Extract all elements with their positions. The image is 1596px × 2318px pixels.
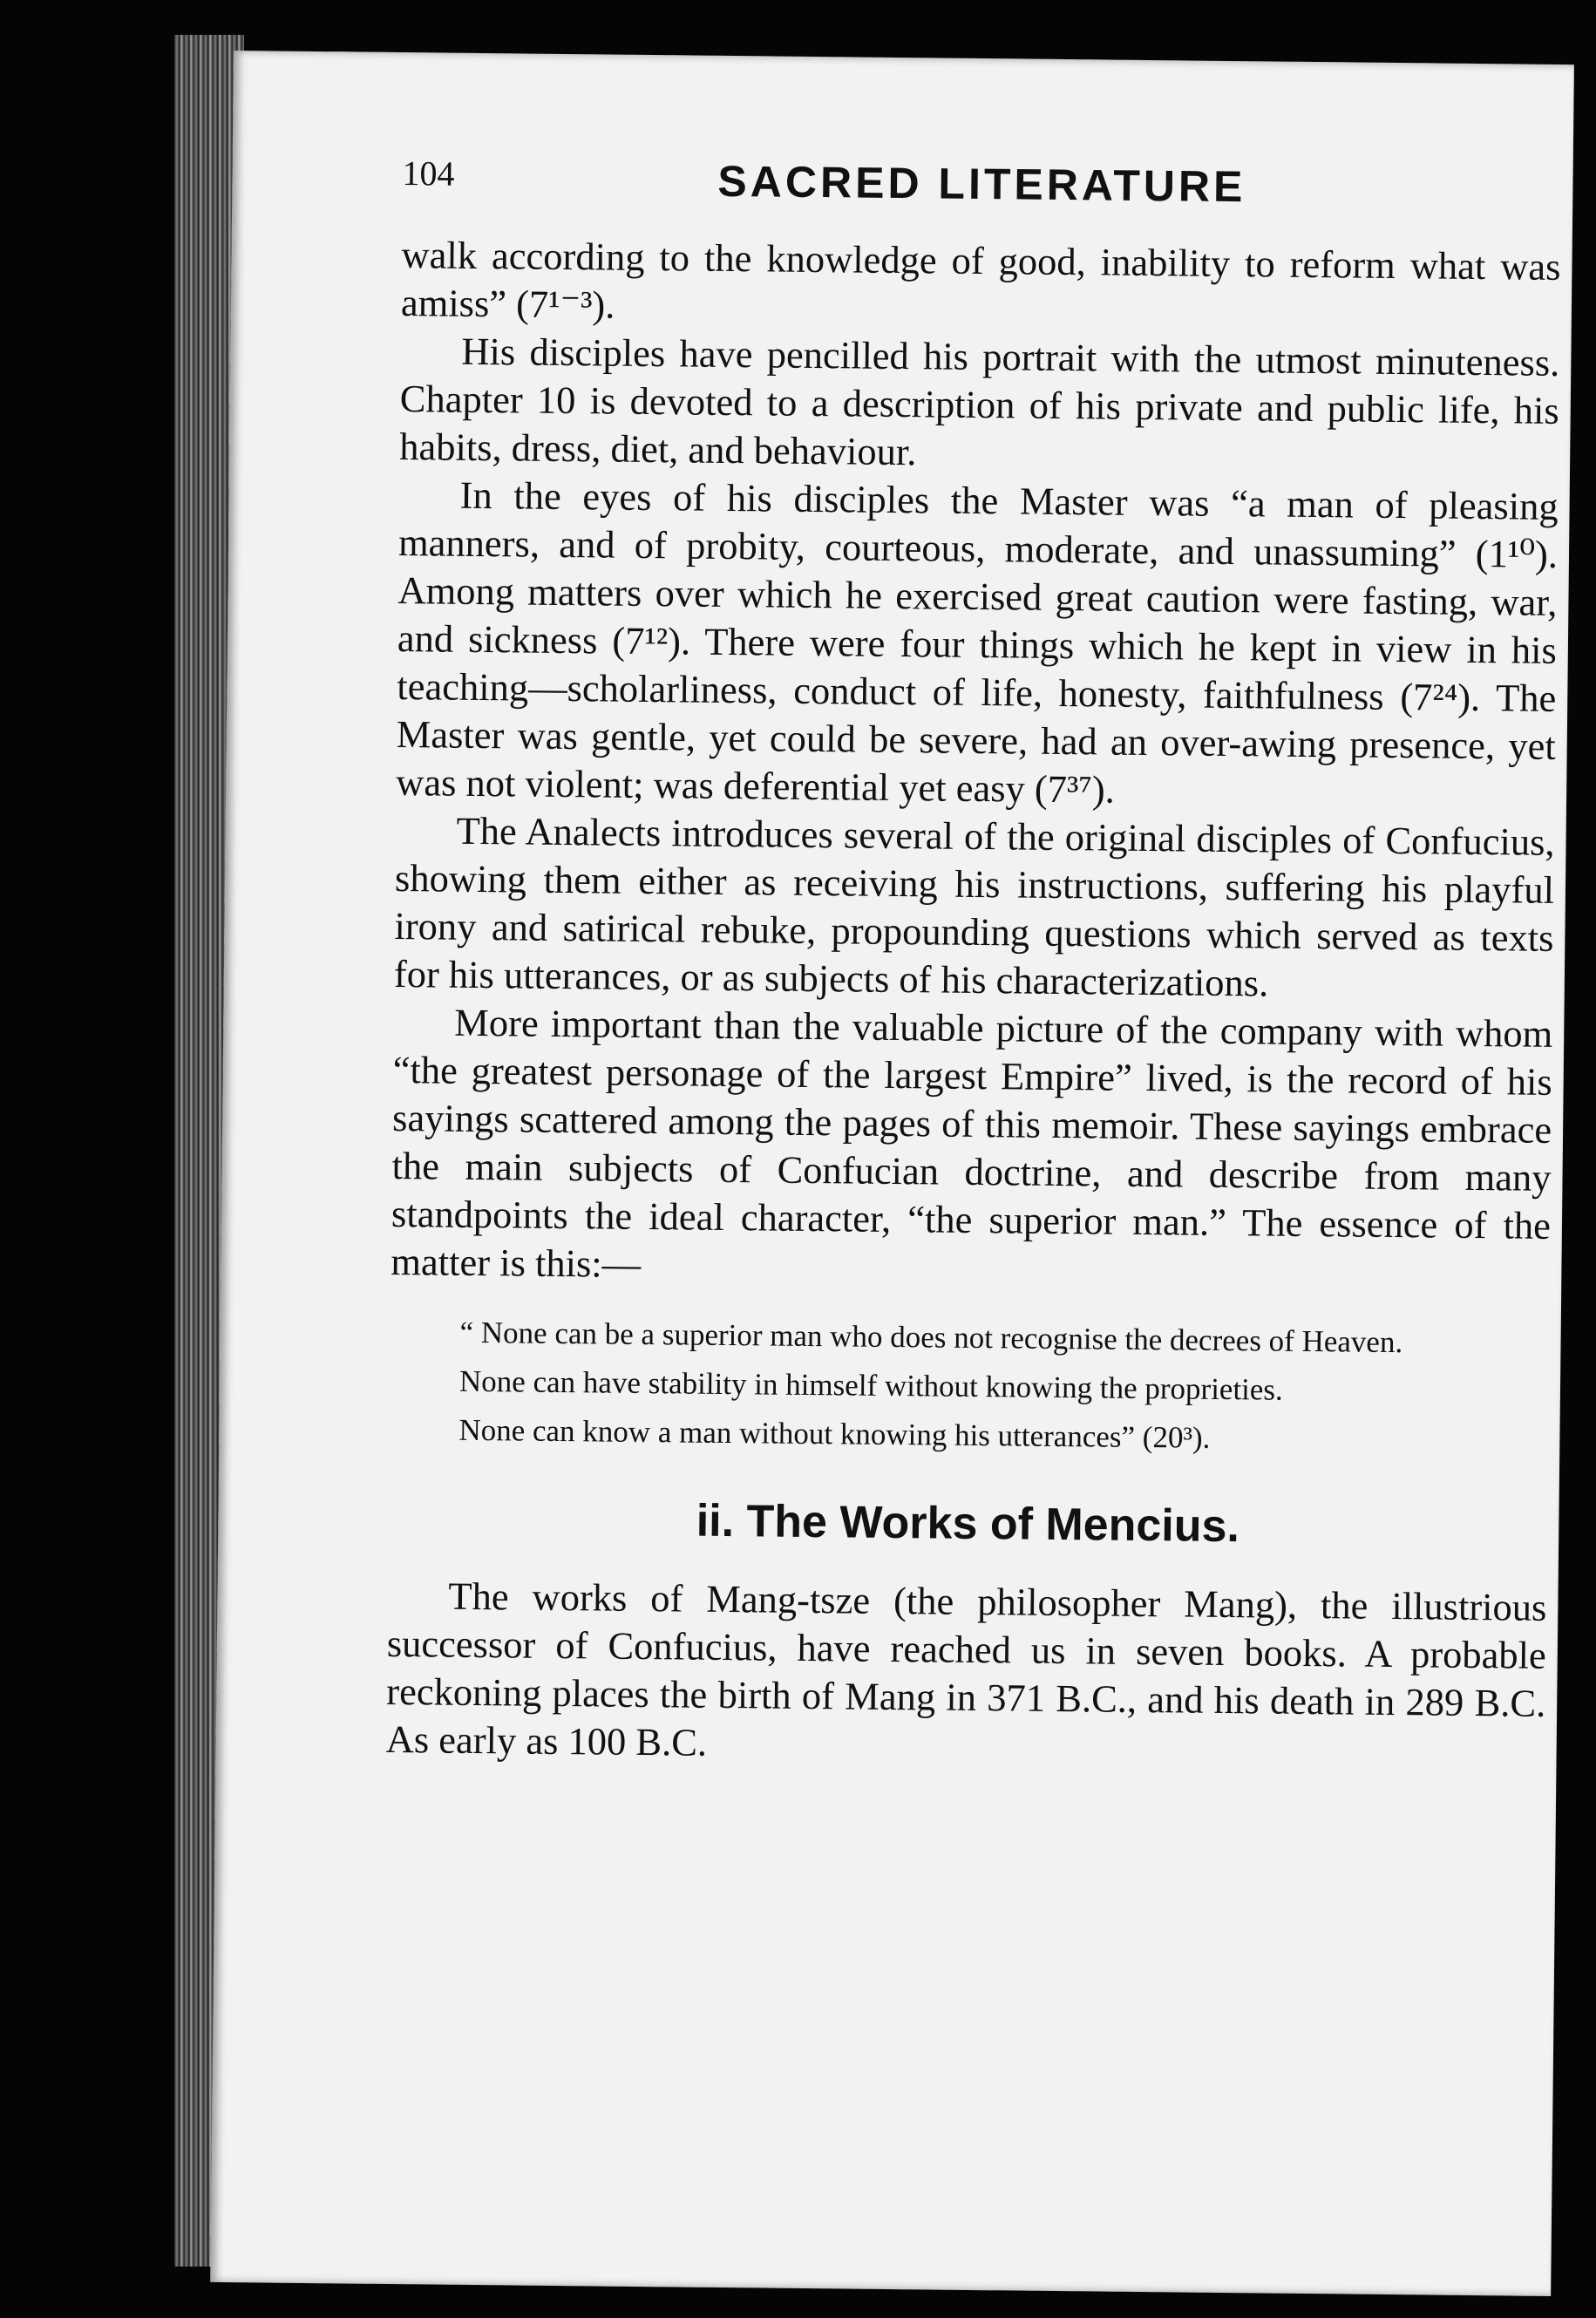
- paragraph-continuation: walk according to the knowledge of good, inability to reform what was amiss” (7¹⁻³).: [400, 233, 1561, 327]
- section-heading: ii. The Works of Mencius.: [696, 1495, 1240, 1553]
- paragraph-portrait: His disciples have pencilled his portrait with the utmost minuteness. Chapter 10 is devoted to a description of his private and public life, his habits, dress, diet, and behaviour.: [398, 329, 1560, 474]
- page-number: 104: [402, 153, 455, 194]
- page-content: [385, 153, 1561, 1776]
- page-sheet: [210, 51, 1574, 2296]
- page-header: [402, 153, 1562, 243]
- quote-line: “ None can be a superior man who does not recognise the decrees of Heaven.: [459, 1315, 1403, 1360]
- running-title: SACRED LITERATURE: [717, 156, 1246, 212]
- paragraph-mencius: The works of Mang-tsze (the philosopher Mang), the illustrious successor of Confucius, have reached us in seven books. A probable reckoning places the birth of Mang in 371 B.C., and his death in 289 B.C. As early as 100 B.C.: [385, 1574, 1547, 1764]
- paragraph-analects-disciples: The Analects introduces several of the original disciples of Confucius, showing them either as receiving his instructions, suffering his playful irony and satirical rebuke, propounding questions which served as texts for his utterances, or as subjects of his characterizations.: [393, 808, 1555, 1005]
- paragraph-master-eyes: In the eyes of his disciples the Master was “a man of pleasing manners, and of probity, courteous, moderate, and unassuming” (1¹⁰). Among matters over which he exercised great caution were fasting, war, and sickness (7¹²). There were four things which he kept in view in his teaching—scholarliness, conduct of life, honesty, faithfulness (7²⁴). The Master was gentle, yet could be severe, had an over-awing presence, yet was not violent; was deferential yet easy (7³⁷).: [395, 472, 1559, 812]
- paragraph-sayings: More important than the valuable picture of the company with whom “the greatest personage of the largest Empire” lived, is the record of his sayings scattered among the pages of this memoir. These sayings embrace the main subjects of Confucian doctrine, and describe from many standpoints the ideal character, “the superior man.” The essence of the matter is this:—: [391, 1000, 1553, 1286]
- quote-line: None can know a man without knowing his utterances” (20³).: [458, 1412, 1211, 1455]
- block-quote: [424, 1314, 1550, 1460]
- quote-line: None can have stability in himself without knowing the proprieties.: [458, 1363, 1283, 1407]
